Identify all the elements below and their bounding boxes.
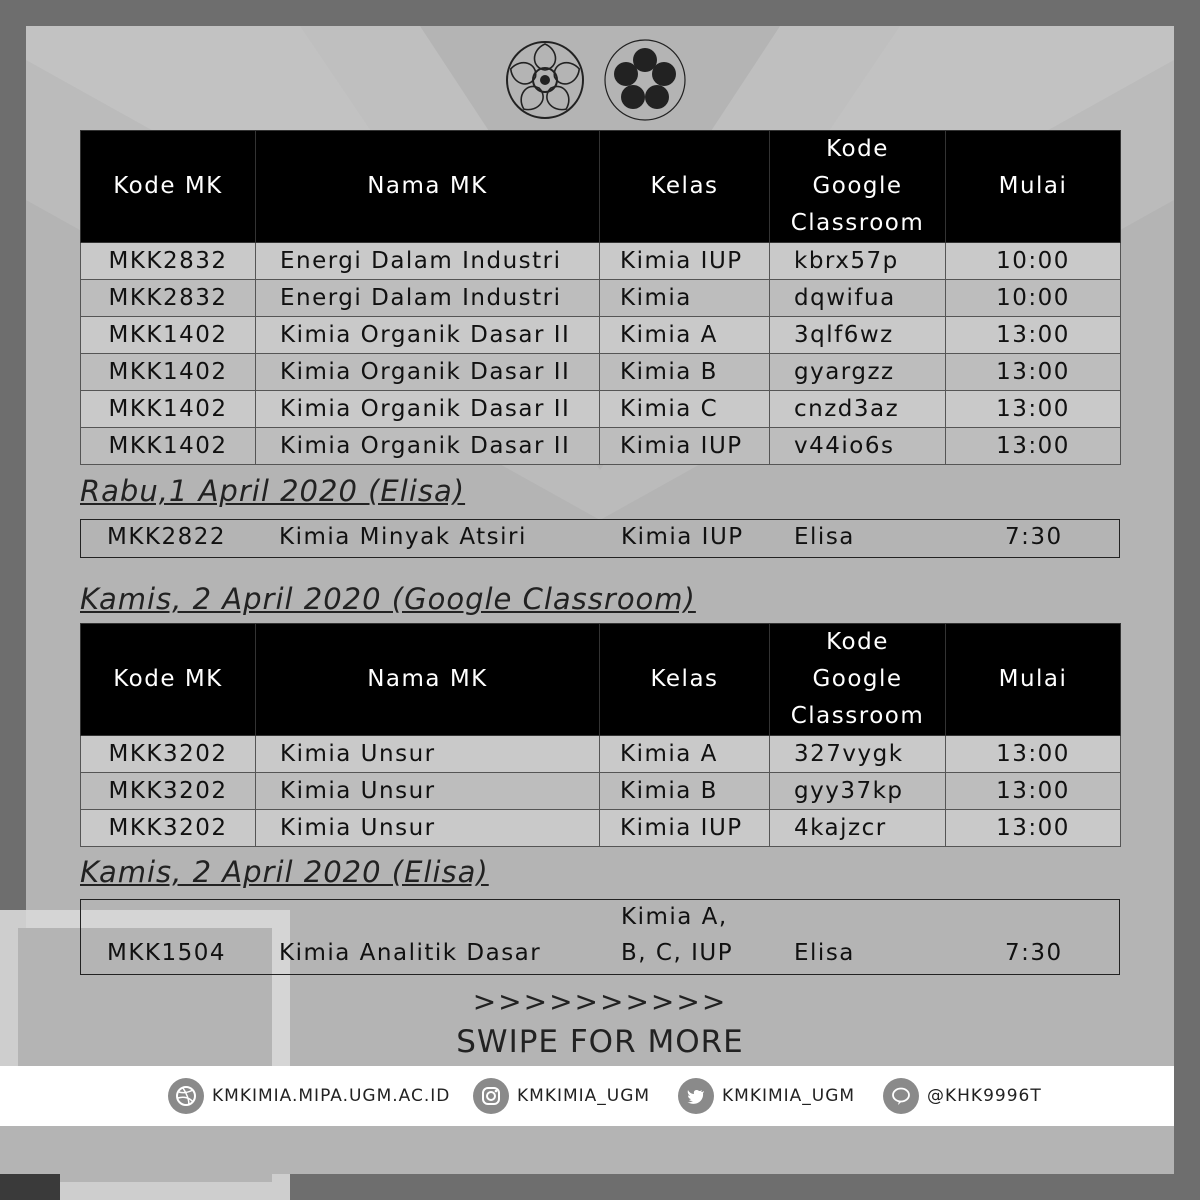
swipe-arrows: >>>>>>>>>> [472, 985, 728, 1018]
mulai-cell: 13:00 [946, 428, 1121, 465]
kode-google-classroom-cell: dqwifua [770, 280, 946, 317]
header-kode-mk: Kode MK [81, 624, 256, 736]
website-label: KMKIMIA.MIPA.UGM.AC.ID [212, 1086, 451, 1106]
kode-mk-cell: MKK1402 [81, 354, 256, 391]
day-heading-kamis-elisa: Kamis, 2 April 2020 (Elisa) [80, 855, 489, 889]
nama-mk-cell: Kimia Organik Dasar II [256, 317, 600, 354]
kode-mk: MKK2822 [107, 524, 227, 550]
line-icon [883, 1078, 919, 1114]
mulai-cell: 13:00 [946, 354, 1121, 391]
kode-google-classroom-cell: gyargzz [770, 354, 946, 391]
kode-google-classroom-cell: cnzd3az [770, 391, 946, 428]
schedule-table-2 [80, 623, 1121, 847]
kelas-cell: Kimia IUP [600, 243, 770, 280]
mulai-cell: 13:00 [946, 317, 1121, 354]
header-nama-mk: Nama MK [256, 131, 600, 243]
platform: Elisa [794, 940, 855, 966]
mulai-cell: 13:00 [946, 810, 1121, 847]
swipe-for-more-label: SWIPE FOR MORE [456, 1024, 744, 1060]
mulai: 7:30 [1005, 940, 1063, 966]
mulai-cell: 13:00 [946, 736, 1121, 773]
mulai: 7:30 [1005, 524, 1063, 550]
nama-mk-cell: Kimia Organik Dasar II [256, 391, 600, 428]
website-link[interactable] [168, 1076, 450, 1116]
kode-mk-cell: MKK1402 [81, 428, 256, 465]
kelas-cell: Kimia A [600, 736, 770, 773]
kode-mk-cell: MKK3202 [81, 773, 256, 810]
kelas-line-1: Kimia A, [621, 904, 728, 930]
kmk-logo-icon [605, 40, 685, 120]
header-kode-google-classroom: Kode Google Classroom [770, 624, 946, 736]
twitter-link[interactable] [678, 1076, 855, 1116]
day-heading-kamis-google-classroom: Kamis, 2 April 2020 (Google Classroom) [80, 582, 696, 616]
table-row [81, 810, 1121, 847]
table-1-body [81, 243, 1121, 465]
platform: Elisa [794, 524, 855, 550]
table-row [81, 280, 1121, 317]
kode-mk-cell: MKK2832 [81, 243, 256, 280]
kelas: Kimia IUP [621, 524, 744, 550]
header-kelas: Kelas [600, 624, 770, 736]
kode-google-classroom-cell: gyy37kp [770, 773, 946, 810]
schedule-table-1 [80, 130, 1121, 465]
header-kode-google-classroom: Kode Google Classroom [770, 131, 946, 243]
kode-mk-cell: MKK1402 [81, 317, 256, 354]
nama-mk-cell: Energi Dalam Industri [256, 280, 600, 317]
line-label: @KHK9996T [927, 1086, 1042, 1106]
elisa-row-2 [80, 899, 1120, 975]
header-nama-mk: Nama MK [256, 624, 600, 736]
instagram-label: KMKIMIA_UGM [517, 1086, 651, 1106]
header-kelas: Kelas [600, 131, 770, 243]
mulai-cell: 10:00 [946, 243, 1121, 280]
table-2-body [81, 736, 1121, 847]
kelas-cell: Kimia C [600, 391, 770, 428]
twitter-label: KMKIMIA_UGM [722, 1086, 856, 1106]
instagram-link[interactable] [473, 1076, 650, 1116]
twitter-icon [678, 1078, 714, 1114]
kelas-line-2: B, C, IUP [621, 940, 734, 966]
kode-google-classroom-cell: kbrx57p [770, 243, 946, 280]
nama-mk: Kimia Minyak Atsiri [279, 524, 527, 550]
mulai-cell: 13:00 [946, 773, 1121, 810]
kelas-cell: Kimia B [600, 773, 770, 810]
kelas-cell: Kimia A [600, 317, 770, 354]
nama-mk-cell: Kimia Organik Dasar II [256, 354, 600, 391]
kelas-cell: Kimia B [600, 354, 770, 391]
mulai-cell: 10:00 [946, 280, 1121, 317]
table-row [81, 243, 1121, 280]
kelas-cell: Kimia IUP [600, 428, 770, 465]
nama-mk-cell: Energi Dalam Industri [256, 243, 600, 280]
table-row [81, 317, 1121, 354]
kode-mk-cell: MKK3202 [81, 810, 256, 847]
kelas-cell: Kimia IUP [600, 810, 770, 847]
kode-google-classroom-cell: v44io6s [770, 428, 946, 465]
logos [505, 33, 695, 128]
line-link[interactable] [883, 1076, 1042, 1116]
table-row [81, 736, 1121, 773]
kelas-cell: Kimia [600, 280, 770, 317]
table-row [81, 391, 1121, 428]
elisa-row-1 [80, 519, 1120, 558]
kode-mk-cell: MKK2832 [81, 280, 256, 317]
footer-bar [0, 1066, 1174, 1126]
nama-mk: Kimia Analitik Dasar [279, 940, 542, 966]
table-row [81, 354, 1121, 391]
nama-mk-cell: Kimia Unsur [256, 773, 600, 810]
kode-mk-cell: MKK3202 [81, 736, 256, 773]
instagram-icon [473, 1078, 509, 1114]
nama-mk-cell: Kimia Unsur [256, 810, 600, 847]
header-kode-mk: Kode MK [81, 131, 256, 243]
nama-mk-cell: Kimia Unsur [256, 736, 600, 773]
dribbble-icon [168, 1078, 204, 1114]
mulai-cell: 13:00 [946, 391, 1121, 428]
header-mulai: Mulai [946, 624, 1121, 736]
kode-mk-cell: MKK1402 [81, 391, 256, 428]
table-row [81, 428, 1121, 465]
ugm-seal-icon [507, 42, 583, 118]
table-row [81, 773, 1121, 810]
kode-google-classroom-cell: 3qlf6wz [770, 317, 946, 354]
kode-mk: MKK1504 [107, 940, 227, 966]
nama-mk-cell: Kimia Organik Dasar II [256, 428, 600, 465]
kode-google-classroom-cell: 4kajzcr [770, 810, 946, 847]
day-heading-rabu-elisa: Rabu,1 April 2020 (Elisa) [80, 474, 466, 508]
kode-google-classroom-cell: 327vygk [770, 736, 946, 773]
header-mulai: Mulai [946, 131, 1121, 243]
